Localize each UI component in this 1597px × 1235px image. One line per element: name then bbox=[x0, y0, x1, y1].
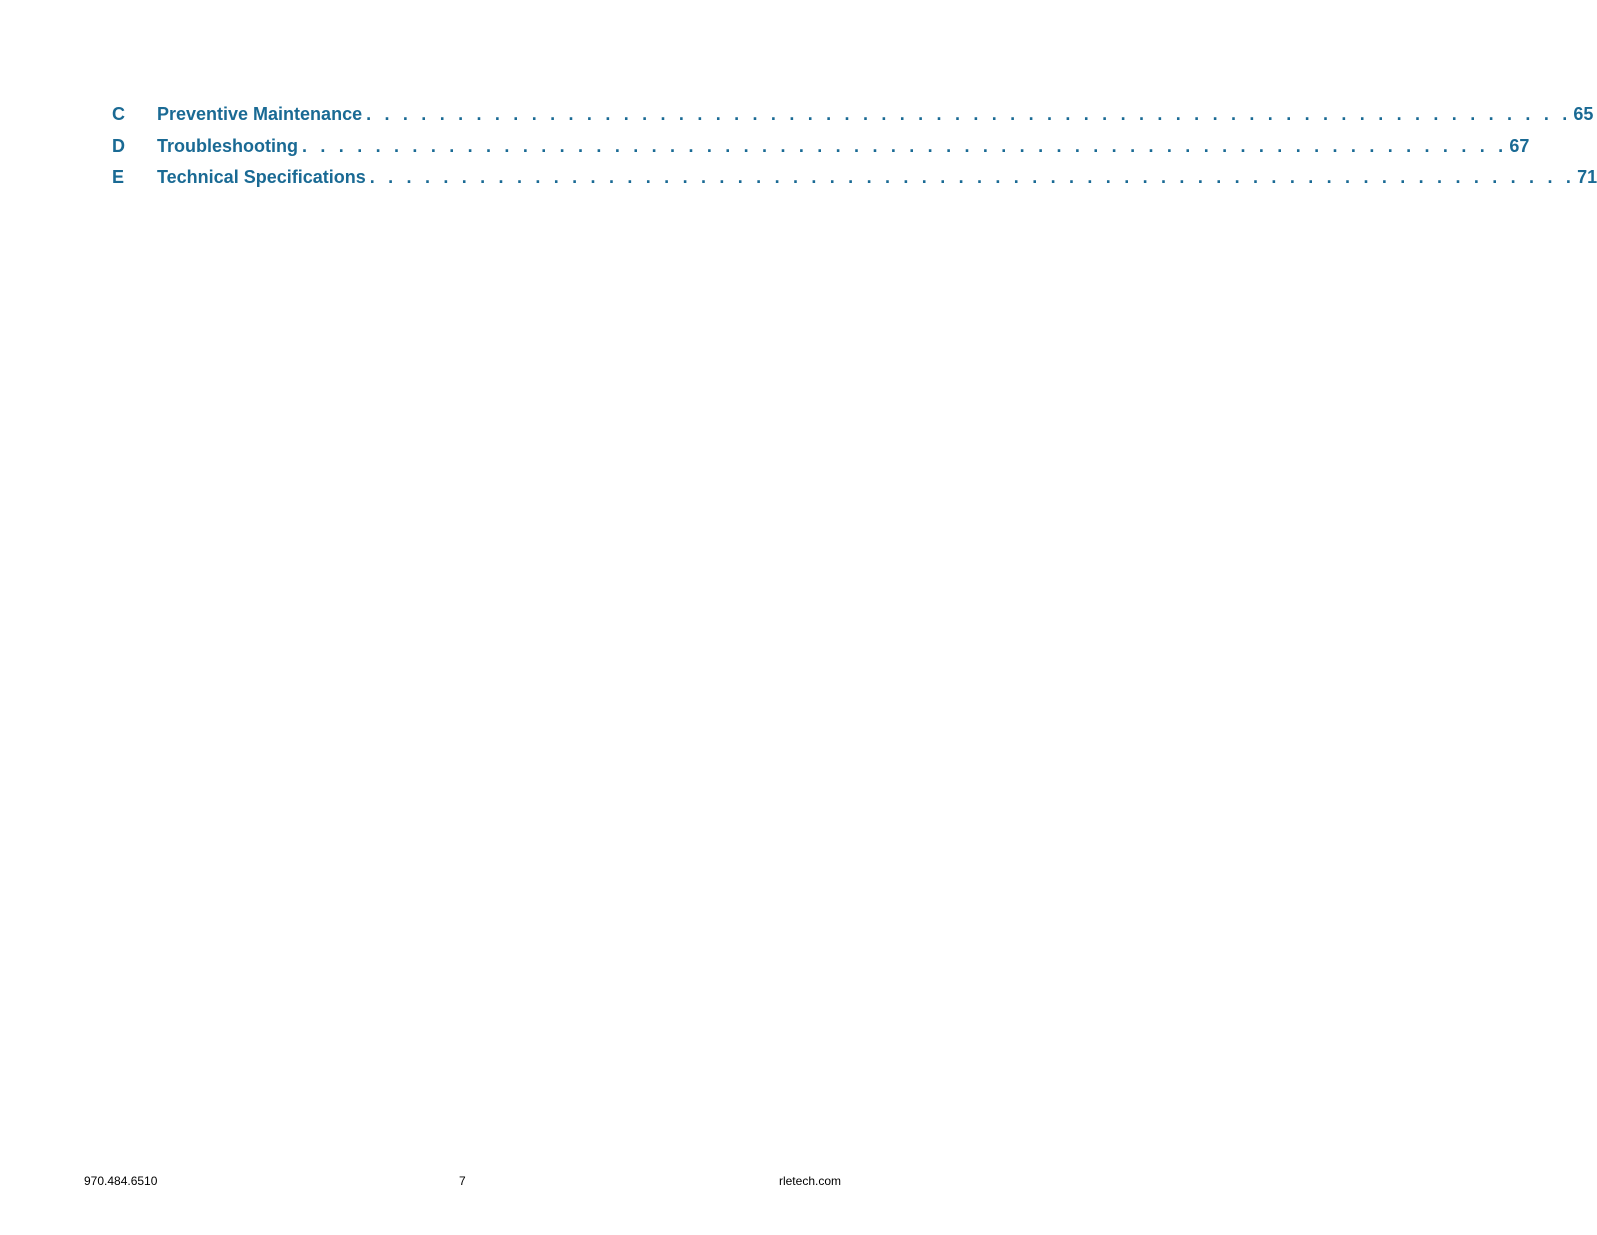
footer-website[interactable]: rletech.com bbox=[778, 1174, 841, 1188]
footer-page-number: 7 bbox=[459, 1174, 466, 1188]
toc-entry-title: Technical Specifications bbox=[157, 167, 366, 187]
toc-entry-letter: E bbox=[112, 167, 125, 187]
toc-dot-leader: . . . . . . . . . . . . . . . . . . . . . . . . . . . . . . . . . . . . . . . . . . . . . . . . . . . . . . . . . . . . . . . . . . bbox=[369, 167, 1576, 187]
toc-entry-title: Troubleshooting bbox=[157, 135, 298, 156]
toc-entry-letter: D bbox=[112, 135, 125, 156]
toc-dot-leader: . . . . . . . . . . . . . . . . . . . . . . . . . . . . . . . . . . . . . . . . . . . . . . . . . . . . . . . . . . . . . . . . . . bbox=[366, 104, 1572, 124]
toc-dot-leader: . . . . . . . . . . . . . . . . . . . . . . . . . . . . . . . . . . . . . . . . . . . . . . . . . . . . . . . . . . . . . . . . . . bbox=[302, 135, 1508, 156]
toc-entry-page: 67 bbox=[1509, 135, 1530, 156]
footer-phone: 970.484.6510 bbox=[84, 1174, 158, 1188]
toc-entry-page: 71 bbox=[1577, 167, 1597, 187]
toc-entry-technical-specifications[interactable] bbox=[112, 167, 1597, 199]
toc-entry-title: Preventive Maintenance bbox=[157, 104, 363, 124]
toc-entry-troubleshooting[interactable] bbox=[112, 135, 1530, 168]
toc-entry-preventive-maintenance[interactable] bbox=[112, 104, 1594, 136]
toc-entry-letter: C bbox=[112, 104, 125, 124]
toc-entry-page: 65 bbox=[1573, 104, 1594, 124]
table-of-contents bbox=[112, 104, 1597, 199]
